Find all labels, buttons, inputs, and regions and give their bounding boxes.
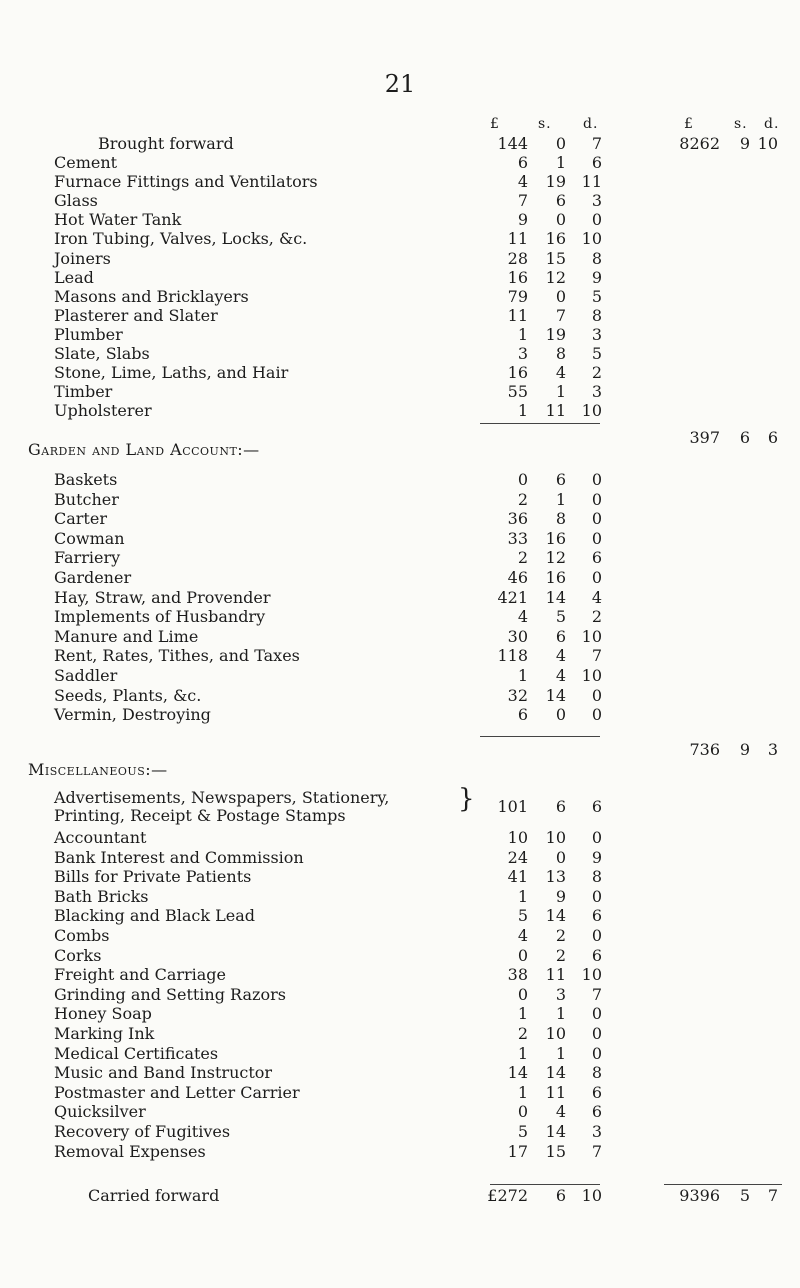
- amount-shillings: 6: [555, 470, 566, 489]
- ledger-row: [0, 470, 800, 490]
- amount-shillings: 8: [555, 344, 566, 363]
- amount-shillings: 10: [545, 1024, 566, 1043]
- amount-pence: 8: [591, 1063, 602, 1083]
- ledger-row: [0, 568, 800, 588]
- garden-total-row: [0, 740, 800, 760]
- running-total-shillings: 5: [739, 1186, 750, 1205]
- amount-pence: 10: [581, 229, 602, 249]
- amount-pounds: 1: [517, 1082, 528, 1102]
- item-label: Baskets: [54, 470, 118, 489]
- amount-pence: 6: [591, 906, 602, 926]
- building-total-pounds: 397: [689, 428, 720, 447]
- ledger-row: [0, 828, 800, 848]
- running-total-pounds: 9396: [679, 1186, 720, 1205]
- amount-pounds: 3: [517, 344, 528, 363]
- amount-pounds: 101: [497, 797, 528, 816]
- amount-shillings: 1: [555, 382, 566, 402]
- amount-shillings: 4: [555, 363, 566, 383]
- building-subtotal-rule: [480, 423, 600, 424]
- amount-pence: 9: [591, 847, 602, 867]
- amount-pounds: 9: [517, 210, 528, 230]
- ledger-row: [0, 686, 800, 706]
- amount-pounds: 2: [517, 548, 528, 568]
- amount-pence: 6: [591, 945, 602, 965]
- garden-total-pence: 3: [767, 740, 778, 759]
- amount-shillings: 10: [545, 828, 566, 847]
- amount-shillings: 15: [545, 248, 566, 268]
- amount-pounds: 1: [517, 401, 528, 421]
- amount-pence: 4: [591, 587, 602, 607]
- amount-pence: 3: [591, 191, 602, 211]
- amount-pounds: 1: [517, 324, 528, 344]
- ledger-row: [0, 191, 800, 211]
- item-label: Rent, Rates, Tithes, and Taxes: [54, 646, 300, 666]
- item-label: Timber: [54, 382, 113, 402]
- item-label: Medical Certificates: [54, 1043, 219, 1063]
- ledger-row: [0, 1122, 800, 1142]
- amount-shillings: 11: [545, 1082, 566, 1102]
- running-total-pounds: 8262: [679, 134, 720, 153]
- amount-pence: 0: [591, 210, 602, 230]
- amount-pounds: 1: [517, 1004, 528, 1024]
- ledger-row: [0, 1044, 800, 1064]
- garden-total-shillings: 9: [739, 740, 750, 759]
- item-label: Farriery: [54, 548, 121, 568]
- amount-pence: 6: [591, 1082, 602, 1102]
- item-label: Honey Soap: [54, 1004, 152, 1024]
- item-label: Implements of Husbandry: [54, 607, 266, 627]
- amount-pence: 8: [591, 305, 602, 325]
- ledger-row: [0, 887, 800, 907]
- amount-pounds: 46: [507, 568, 528, 587]
- amount-pounds: 28: [507, 248, 528, 268]
- ledger-row: [0, 153, 800, 173]
- amount-pounds: 0: [517, 1102, 528, 1122]
- amount-shillings: 16: [545, 229, 566, 249]
- item-label: Upholsterer: [54, 401, 152, 421]
- ledger-row: [0, 172, 800, 192]
- item-label: Marking Ink: [54, 1024, 155, 1043]
- amount-shillings: 13: [545, 867, 566, 887]
- item-label: Hot Water Tank: [54, 210, 182, 230]
- item-label: Postmaster and Letter Carrier: [54, 1082, 300, 1102]
- amount-pounds: 41: [507, 867, 528, 887]
- item-label: Lead: [54, 267, 94, 287]
- building-total-shillings: 6: [739, 428, 750, 447]
- amount-pounds: 421: [497, 587, 528, 607]
- amount-shillings: 16: [545, 568, 566, 587]
- amount-shillings: 0: [555, 134, 566, 153]
- amount-pence: 8: [591, 248, 602, 268]
- header-pence: d.: [583, 116, 599, 132]
- amount-shillings: 6: [555, 626, 566, 646]
- item-label: Combs: [54, 926, 110, 945]
- amount-pence: 10: [581, 1186, 602, 1205]
- ledger-row: [0, 529, 800, 549]
- amount-pence: 0: [591, 705, 602, 725]
- ledger-row: [0, 325, 800, 345]
- ledger-row: [0, 382, 800, 402]
- item-label: Grinding and Setting Razors: [54, 984, 286, 1004]
- carried-subtotal-rule: [490, 1184, 600, 1185]
- page-number: 21: [384, 70, 416, 98]
- ledger-row: [0, 1004, 800, 1024]
- amount-shillings: 14: [545, 1122, 566, 1141]
- amount-pounds: 32: [507, 685, 528, 705]
- item-label: Freight and Carriage: [54, 965, 227, 985]
- ledger-row: [0, 867, 800, 887]
- amount-pounds: 0: [517, 984, 528, 1004]
- item-label: Accountant: [54, 828, 147, 847]
- amount-shillings: 14: [545, 685, 566, 705]
- item-label: Quicksilver: [54, 1102, 146, 1122]
- running-total-pence: 7: [767, 1186, 778, 1205]
- ledger-row: [0, 848, 800, 868]
- amount-pounds: 55: [507, 382, 528, 402]
- amount-pounds: 2: [517, 1024, 528, 1043]
- item-label: Furnace Fittings and Ventilators: [54, 172, 318, 192]
- misc-first-label-line2: Printing, Receipt & Postage Stamps: [54, 806, 346, 825]
- amount-shillings: 2: [555, 926, 566, 945]
- amount-pounds: 118: [497, 646, 528, 666]
- ledger-row: [0, 363, 800, 383]
- amount-pence: 0: [591, 489, 602, 509]
- ledger-row: [0, 926, 800, 946]
- amount-shillings: 14: [545, 587, 566, 607]
- item-label: Bath Bricks: [54, 886, 149, 906]
- amount-pence: 10: [581, 666, 602, 685]
- amount-pounds: 33: [507, 528, 528, 548]
- amount-shillings: 4: [555, 666, 566, 685]
- amount-shillings: 2: [555, 945, 566, 965]
- ledger-row: [0, 268, 800, 288]
- amount-shillings: 3: [555, 984, 566, 1004]
- ledger-row: [0, 1024, 800, 1044]
- ledger-row: [0, 1142, 800, 1162]
- amount-pence: 0: [591, 509, 602, 529]
- amount-shillings: 4: [555, 646, 566, 666]
- item-label: Seeds, Plants, &c.: [54, 685, 202, 705]
- garden-total-pounds: 736: [689, 740, 720, 759]
- item-label: Plasterer and Slater: [54, 305, 218, 325]
- item-label: Music and Band Instructor: [54, 1063, 273, 1083]
- amount-pence: 0: [591, 1004, 602, 1024]
- amount-pence: 10: [581, 401, 602, 421]
- amount-pence: 6: [591, 1102, 602, 1122]
- amount-shillings: 1: [555, 1043, 566, 1063]
- running-total-pence: 10: [757, 134, 778, 153]
- amount-pounds: 6: [517, 153, 528, 172]
- garden-subtotal-rule: [480, 736, 600, 737]
- amount-pence: 5: [591, 344, 602, 363]
- amount-pounds: 30: [507, 626, 528, 646]
- item-label: Butcher: [54, 489, 119, 509]
- amount-pounds: 16: [507, 267, 528, 287]
- amount-pence: 6: [591, 153, 602, 172]
- amount-shillings: 6: [555, 1186, 566, 1205]
- ledger-row: [0, 1063, 800, 1083]
- carried-forward-row: [0, 1186, 800, 1206]
- running-total-shillings: 9: [739, 134, 750, 153]
- amount-pence: 0: [591, 1043, 602, 1063]
- amount-pounds: 5: [517, 906, 528, 926]
- item-label: Slate, Slabs: [54, 344, 150, 363]
- amount-pence: 5: [591, 286, 602, 306]
- ledger-row: [0, 229, 800, 249]
- item-label: Corks: [54, 945, 102, 965]
- amount-pounds: 6: [517, 705, 528, 725]
- amount-shillings: 15: [545, 1141, 566, 1161]
- amount-pence: 11: [581, 172, 602, 192]
- ledger-row: [0, 1083, 800, 1103]
- amount-pounds: 144: [497, 134, 528, 153]
- amount-shillings: 6: [555, 797, 566, 816]
- amount-shillings: 19: [545, 324, 566, 344]
- ledger-row: [0, 588, 800, 608]
- ledger-row: [0, 906, 800, 926]
- header-pounds: £: [490, 116, 500, 132]
- amount-pence: 7: [591, 134, 602, 153]
- amount-shillings: 19: [545, 172, 566, 192]
- amount-shillings: 0: [555, 286, 566, 306]
- amount-pounds: 24: [507, 847, 528, 867]
- ledger-row: [0, 666, 800, 686]
- ledger-row: [0, 607, 800, 627]
- item-label: Bills for Private Patients: [54, 867, 252, 887]
- ledger-row: [0, 306, 800, 326]
- ledger-row: [0, 249, 800, 269]
- item-label: Recovery of Fugitives: [54, 1122, 231, 1141]
- header-total-shillings: s.: [734, 116, 748, 132]
- amount-pounds: 4: [517, 172, 528, 192]
- amount-shillings: 14: [545, 906, 566, 926]
- amount-pence: 0: [591, 926, 602, 945]
- amount-pence: 2: [591, 363, 602, 383]
- amount-pounds: 38: [507, 965, 528, 985]
- item-label: Plumber: [54, 324, 123, 344]
- amount-shillings: 16: [545, 528, 566, 548]
- ledger-row: [0, 210, 800, 230]
- amount-shillings: 0: [555, 210, 566, 230]
- amount-pence: 10: [581, 965, 602, 985]
- item-label: Stone, Lime, Laths, and Hair: [54, 363, 289, 383]
- amount-shillings: 12: [545, 267, 566, 287]
- amount-pence: 0: [591, 1024, 602, 1043]
- amount-pence: 2: [591, 607, 602, 627]
- amount-shillings: 11: [545, 401, 566, 421]
- item-label: Removal Expenses: [54, 1141, 206, 1161]
- amount-pence: 3: [591, 324, 602, 344]
- carried-total-rule: [664, 1184, 782, 1185]
- amount-shillings: 12: [545, 548, 566, 568]
- misc-section-title: Miscellaneous:—: [28, 760, 168, 779]
- ledger-row: [0, 646, 800, 666]
- item-label: Vermin, Destroying: [54, 705, 211, 725]
- amount-shillings: 11: [545, 965, 566, 985]
- amount-shillings: 9: [555, 886, 566, 906]
- item-label: Masons and Bricklayers: [54, 286, 249, 306]
- amount-pounds: 7: [517, 191, 528, 211]
- amount-shillings: 14: [545, 1063, 566, 1083]
- item-label: Iron Tubing, Valves, Locks, &c.: [54, 229, 308, 249]
- ledger-row: [0, 946, 800, 966]
- amount-pounds: 11: [507, 229, 528, 249]
- amount-shillings: 1: [555, 153, 566, 172]
- ledger-row: [0, 705, 800, 725]
- amount-pence: 0: [591, 685, 602, 705]
- amount-shillings: 1: [555, 489, 566, 509]
- amount-pence: 3: [591, 382, 602, 402]
- amount-pounds: 0: [517, 470, 528, 489]
- amount-pence: 0: [591, 568, 602, 587]
- amount-pounds: 16: [507, 363, 528, 383]
- header-total-pence: d.: [764, 116, 780, 132]
- item-label: Carter: [54, 509, 107, 529]
- amount-pounds: 1: [517, 666, 528, 685]
- amount-pounds: 36: [507, 509, 528, 529]
- amount-pounds: 4: [517, 607, 528, 627]
- amount-pence: 8: [591, 867, 602, 887]
- amount-pence: 6: [591, 548, 602, 568]
- amount-shillings: 5: [555, 607, 566, 627]
- amount-pounds: 4: [517, 926, 528, 945]
- item-label: Manure and Lime: [54, 626, 199, 646]
- misc-first-label-line1: Advertisements, Newspapers, Stationery,: [54, 788, 390, 807]
- item-label: Bank Interest and Commission: [54, 847, 304, 867]
- ledger-row: [0, 627, 800, 647]
- amount-pence: 9: [591, 267, 602, 287]
- amount-shillings: 1: [555, 1004, 566, 1024]
- header-shillings: s.: [538, 116, 552, 132]
- amount-pence: 6: [591, 797, 602, 816]
- header-total-pounds: £: [684, 116, 694, 132]
- amount-pence: 0: [591, 886, 602, 906]
- amount-pounds: 11: [507, 305, 528, 325]
- amount-pounds: 2: [517, 489, 528, 509]
- amount-pounds: 17: [507, 1141, 528, 1161]
- amount-pence: 7: [591, 646, 602, 666]
- item-label: Gardener: [54, 568, 132, 587]
- garden-section-title: Garden and Land Account:—: [28, 440, 260, 459]
- misc-first-amount-row: [0, 797, 800, 817]
- amount-shillings: 7: [555, 305, 566, 325]
- amount-pence: 0: [591, 470, 602, 489]
- amount-pounds: £272: [487, 1186, 528, 1205]
- item-label: Hay, Straw, and Provender: [54, 587, 271, 607]
- carried-forward-label: Carried forward: [88, 1186, 220, 1205]
- item-label: Glass: [54, 191, 98, 211]
- amount-shillings: 0: [555, 705, 566, 725]
- item-label: Joiners: [54, 248, 111, 268]
- amount-pence: 3: [591, 1122, 602, 1141]
- amount-pounds: 10: [507, 828, 528, 847]
- ledger-row: [0, 287, 800, 307]
- amount-pence: 10: [581, 626, 602, 646]
- building-total-pence: 6: [767, 428, 778, 447]
- ledger-row: [0, 509, 800, 529]
- brace-glyph: }: [458, 784, 475, 814]
- amount-shillings: 0: [555, 847, 566, 867]
- ledger-row: [0, 344, 800, 364]
- amount-pounds: 1: [517, 1043, 528, 1063]
- amount-shillings: 8: [555, 509, 566, 529]
- ledger-row: [0, 548, 800, 568]
- item-label: Cement: [54, 153, 118, 172]
- amount-pence: 7: [591, 984, 602, 1004]
- item-label: Saddler: [54, 666, 118, 685]
- amount-pounds: 14: [507, 1063, 528, 1083]
- brought-forward-label: Brought forward: [98, 134, 234, 153]
- ledger-row: [0, 1102, 800, 1122]
- brought-forward-row: [0, 134, 800, 154]
- amount-pence: 0: [591, 828, 602, 847]
- amount-pence: 7: [591, 1141, 602, 1161]
- ledger-row: [0, 401, 800, 421]
- ledger-row: [0, 490, 800, 510]
- ledger-row: [0, 985, 800, 1005]
- item-label: Blacking and Black Lead: [54, 906, 256, 926]
- amount-pounds: 79: [507, 286, 528, 306]
- amount-pounds: 1: [517, 886, 528, 906]
- amount-pounds: 5: [517, 1122, 528, 1141]
- amount-pence: 0: [591, 528, 602, 548]
- ledger-row: [0, 965, 800, 985]
- amount-shillings: 6: [555, 191, 566, 211]
- amount-pounds: 0: [517, 945, 528, 965]
- amount-shillings: 4: [555, 1102, 566, 1122]
- item-label: Cowman: [54, 528, 125, 548]
